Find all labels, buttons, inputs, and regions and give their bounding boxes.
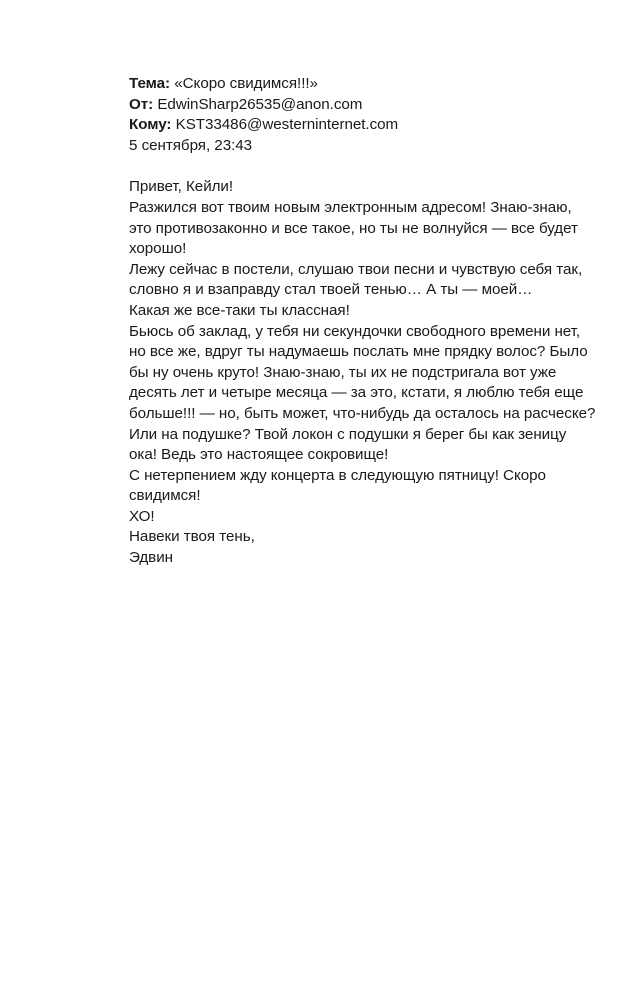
from-label: От: — [129, 95, 154, 113]
body-line: но все же, вдруг ты надумаешь послать мне прядку волос? Было — [129, 343, 588, 361]
subject-value: «Скоро свидимся!!!» — [174, 75, 318, 92]
to-value: KST33486@westerninternet.com — [175, 116, 399, 134]
body-line: Какая же все-таки ты классная! — [129, 301, 350, 319]
body-line: Навеки твоя тень, — [129, 528, 255, 546]
email-body — [129, 177, 596, 568]
body-line: ХО! — [129, 507, 155, 525]
body-line: Или на подушке? Твой локон с подушки я берег бы как зеницу — [129, 425, 567, 443]
header-body-gap — [129, 156, 509, 177]
body-line: бы ну очень круто! Знаю-знаю, ты их не подстригала вот уже — [129, 363, 557, 381]
subject-line — [129, 74, 509, 95]
body-line: Привет, Кейли! — [129, 178, 234, 196]
body-line: хорошо! — [129, 240, 187, 258]
date-value: 5 сентября, 23:43 — [129, 136, 253, 154]
subject-label: Тема: — [129, 75, 171, 92]
from-line — [129, 95, 509, 116]
body-line: Лежу сейчас в постели, слушаю твои песни и чувствую себя так, — [129, 260, 583, 278]
body-line: Эдвин — [129, 549, 173, 567]
to-line — [129, 115, 509, 136]
from-value: EdwinSharp26535@anon.com — [157, 95, 363, 113]
body-line: десять лет и четыре месяца — за это, кстати, я люблю тебя еще — [129, 384, 584, 402]
body-line: это противозаконно и все такое, но ты не волнуйся — все будет — [129, 219, 578, 237]
body-line: словно я и взаправду стал твоей тенью… А ты — моей… — [129, 281, 533, 299]
date-line — [129, 136, 509, 157]
body-line: свидимся! — [129, 487, 201, 505]
body-line: Бьюсь об заклад, у тебя ни секундочки свободного времени нет, — [129, 322, 581, 340]
email-printout — [129, 74, 596, 569]
body-line: С нетерпением жду концерта в следующую пятницу! Скоро — [129, 466, 546, 484]
body-line: больше!!! — но, быть может, что-нибудь да осталось на расческе? — [129, 404, 596, 422]
body-line: Разжился вот твоим новым электронным адресом! Знаю-знаю, — [129, 198, 572, 216]
to-label: Кому: — [129, 116, 172, 134]
body-line: ока! Ведь это настоящее сокровище! — [129, 446, 389, 464]
